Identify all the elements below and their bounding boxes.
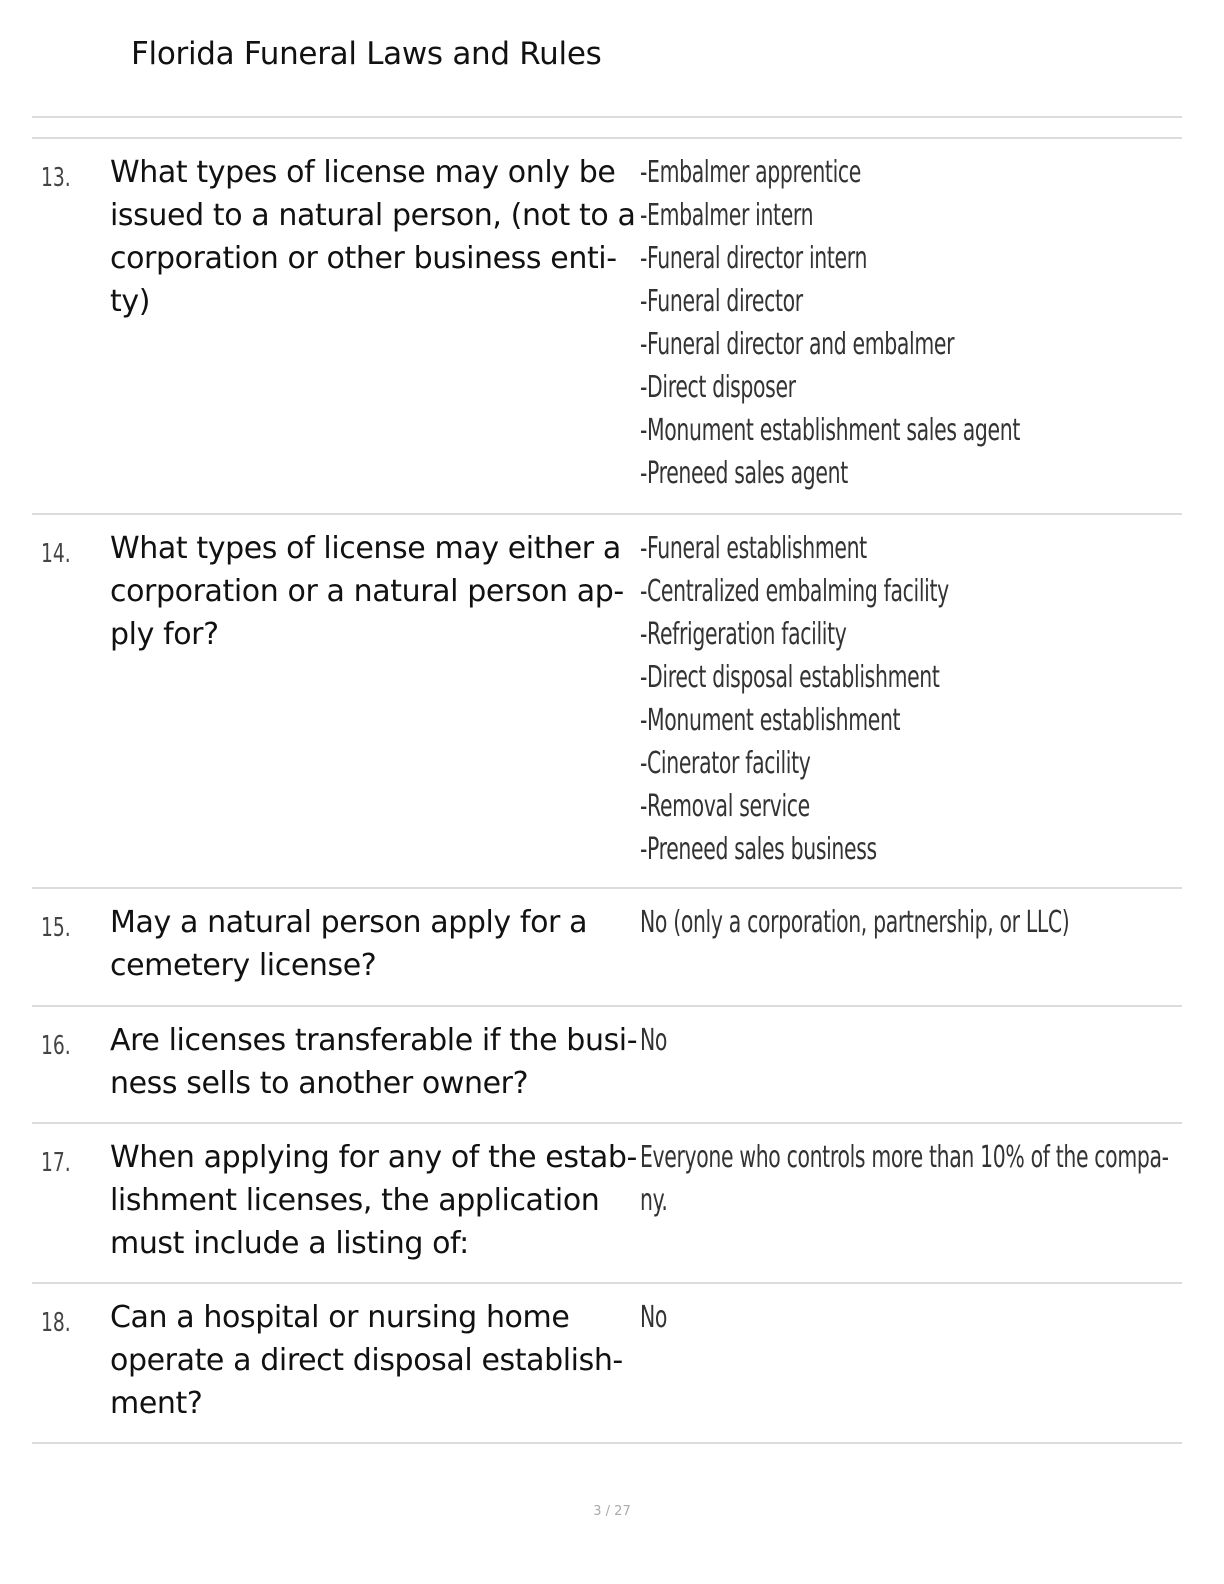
question-number: 17. — [41, 1148, 71, 1178]
question-number: 16. — [41, 1031, 71, 1061]
answer-text: No (only a corporation, partnership, or LLC) — [640, 905, 1070, 940]
question-number: 14. — [41, 539, 71, 569]
answer-text: No — [640, 1300, 668, 1335]
page-title: Florida Funeral Laws and Rules — [131, 36, 602, 72]
question-text: When applying for any of the estab- lishment licenses, the application must include a listing of: — [110, 1140, 637, 1261]
header-divider — [32, 116, 1182, 118]
question-text: May a natural person apply for a cemetery license? — [110, 905, 588, 983]
flashcard-row-18 — [32, 1284, 1182, 1444]
flashcard-row-13 — [32, 139, 1182, 515]
answer-item: -Refrigeration facility — [640, 617, 847, 652]
question-text: Can a hospital or nursing home operate a direct disposal establish- ment? — [110, 1300, 623, 1421]
question-number: 13. — [41, 163, 71, 193]
answer-item: -Funeral director intern — [640, 241, 868, 276]
question-text: Are licenses transferable if the busi- ness sells to another owner? — [110, 1023, 638, 1101]
answer-item: -Funeral director — [640, 284, 803, 319]
question-text: What types of license may either a corporation or a natural person ap- ply for? — [110, 531, 624, 652]
question-number: 18. — [41, 1308, 71, 1338]
answer-item: -Preneed sales agent — [640, 456, 848, 491]
answer-item: -Embalmer apprentice — [640, 155, 861, 190]
question-text: What types of license may only be issued to a natural person, (not to a corporation or other business enti- ty) — [110, 155, 636, 319]
answer-item: -Funeral director and embalmer — [640, 327, 955, 362]
question-number: 15. — [41, 913, 71, 943]
answer-item: -Monument establishment — [640, 703, 901, 738]
answer-item: -Monument establishment sales agent — [640, 413, 1020, 448]
answer-item: -Removal service — [640, 789, 810, 824]
answer-item: -Preneed sales business — [640, 832, 877, 867]
flashcard-row-14 — [32, 515, 1182, 889]
answer-item: -Cinerator facility — [640, 746, 811, 781]
flashcard-row-15 — [32, 889, 1182, 1007]
answer-item: -Centralized embalming facility — [640, 574, 949, 609]
page-number: 3 / 27 — [593, 1504, 631, 1519]
answer-item: -Direct disposal establishment — [640, 660, 940, 695]
answer-text: Everyone who controls more than 10% of the compa- ny. — [640, 1140, 1169, 1218]
flashcard-row-16 — [32, 1007, 1182, 1124]
answer-list — [640, 527, 1200, 871]
flashcard-row-17 — [32, 1124, 1182, 1284]
answer-item: -Funeral establishment — [640, 531, 867, 566]
answer-text: No — [640, 1023, 668, 1058]
answer-item: -Direct disposer — [640, 370, 796, 405]
answer-item: -Embalmer intern — [640, 198, 814, 233]
flashcard-list — [32, 139, 1182, 1444]
answer-list — [640, 151, 1200, 495]
